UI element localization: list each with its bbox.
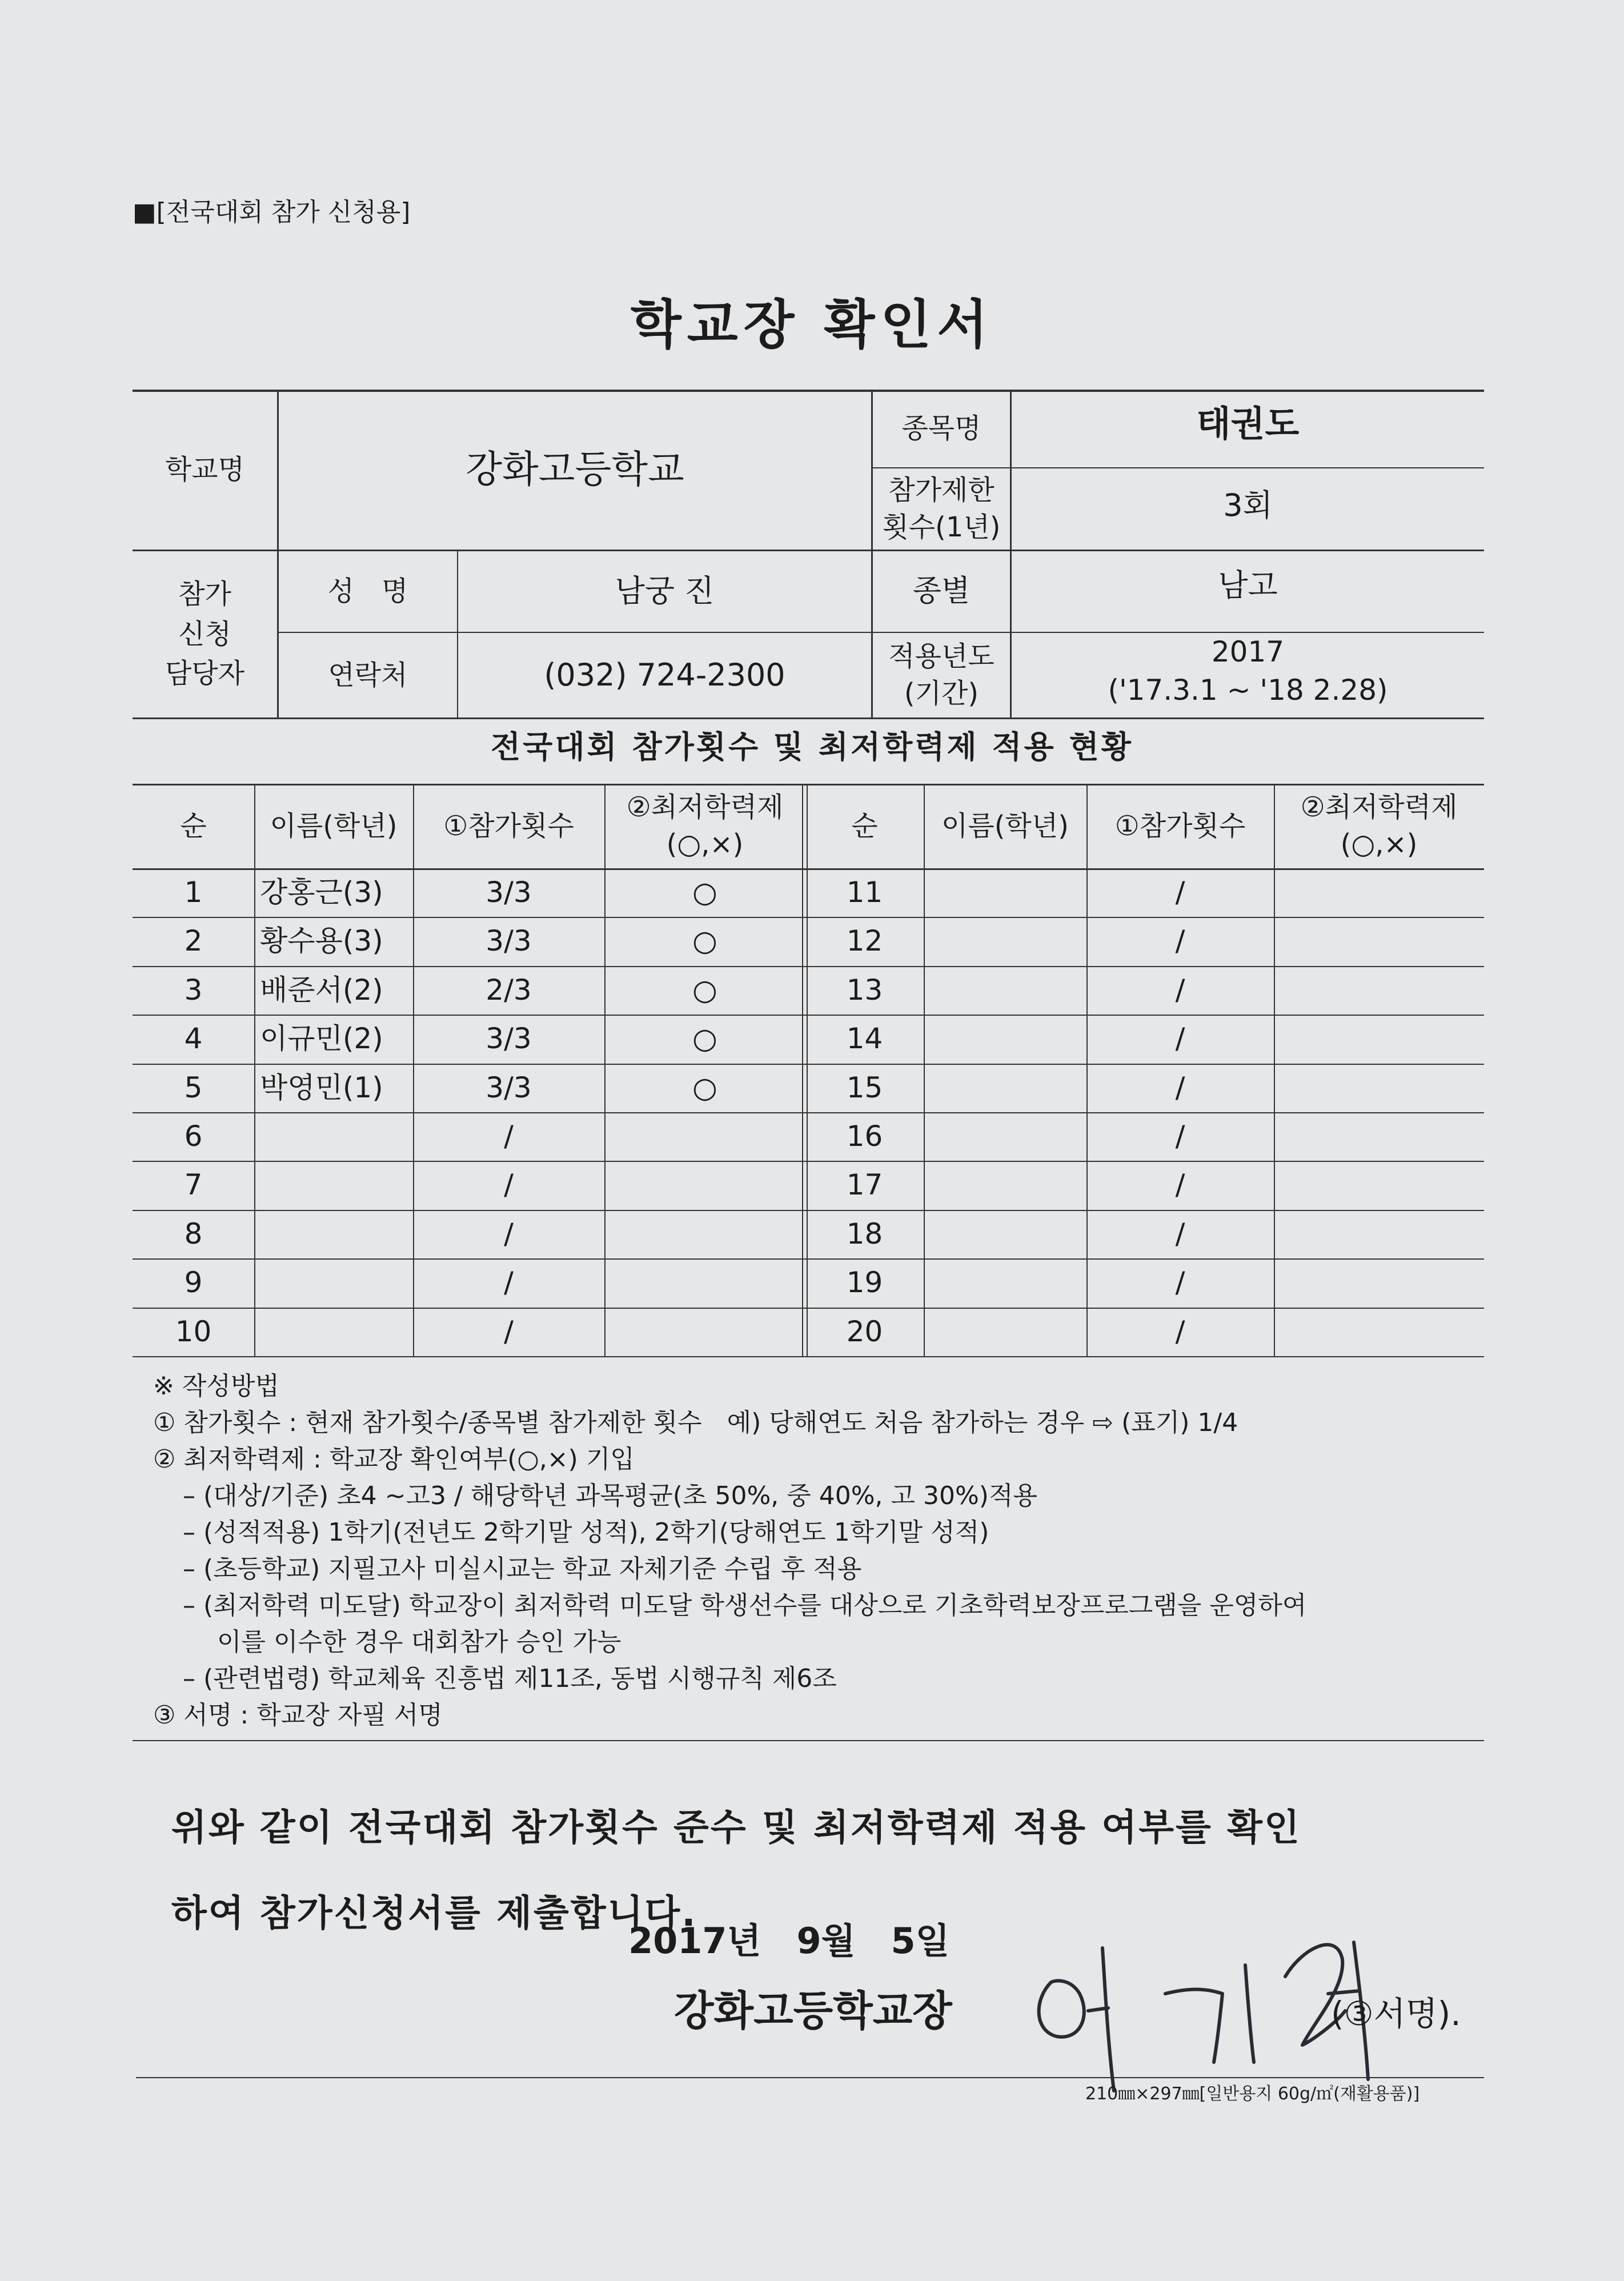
- row-min-academic: [1274, 1258, 1484, 1307]
- contact-name-label: 성 명: [327, 575, 408, 608]
- contact-label-line1: 참가: [178, 578, 231, 611]
- row-min-academic: ○: [692, 973, 717, 1007]
- row-number: 13: [846, 973, 883, 1007]
- issue-date: 2017년 9월 5일: [628, 1920, 950, 1962]
- table-row-border: [133, 1356, 1484, 1357]
- row-name: [924, 1258, 1086, 1307]
- row-count: /: [1175, 973, 1185, 1007]
- row-number: 18: [846, 1217, 883, 1250]
- row-name: [924, 1015, 1086, 1063]
- row-number: 14: [846, 1021, 883, 1055]
- row-number: 17: [846, 1168, 883, 1201]
- school-name: 강화고등학교: [466, 447, 684, 492]
- row-name: [924, 868, 1086, 917]
- right-header-min: [1274, 784, 1484, 868]
- row-min-academic: [604, 1308, 805, 1356]
- row-count: /: [1175, 1314, 1185, 1348]
- notes-heading: ※ 작성방법: [153, 1372, 279, 1401]
- row-count: /: [1175, 1168, 1185, 1201]
- row-count: /: [1175, 1071, 1185, 1104]
- row-name: [254, 1161, 413, 1209]
- contact-phone: (032) 724-2300: [544, 656, 785, 693]
- year-label: [873, 633, 1010, 717]
- notes: [153, 1368, 1306, 1734]
- event-label: 종목명: [901, 412, 981, 444]
- note-2d-cont: 이를 이수한 경우 대회참가 승인 가능: [217, 1627, 621, 1657]
- row-number: 12: [846, 924, 883, 957]
- row-number: 4: [184, 1021, 203, 1055]
- right-header-count: ①참가횟수: [1114, 809, 1246, 842]
- row-name: [924, 1112, 1086, 1161]
- row-number: 5: [184, 1071, 203, 1104]
- row-name: [924, 1308, 1086, 1356]
- document-title: 학교장 확인서: [630, 294, 994, 355]
- row-min-academic: [1274, 966, 1484, 1015]
- note-1: ① 참가횟수 : 현재 참가횟수/종목별 참가제한 횟수 예) 당해연도 처음 참가하는 경우 ⇨ (표기) 1/4: [153, 1408, 1238, 1437]
- row-min-academic: [1274, 1161, 1484, 1209]
- note-2: ② 최저학력제 : 학교장 확인여부(○,×) 기입: [153, 1445, 635, 1474]
- type-label: 종별: [912, 574, 971, 609]
- section-title: 전국대회 참가횟수 및 최저학력제 적용 현황: [491, 729, 1133, 765]
- row-min-academic: [604, 1210, 805, 1258]
- row-name: [924, 1210, 1086, 1258]
- row-count: /: [1175, 875, 1185, 909]
- year-label-line2: (기간): [904, 678, 979, 709]
- row-name: [924, 917, 1086, 965]
- note-2e: – (관련법령) 학교체육 진흥법 제11조, 동법 시행규칙 제6조: [183, 1664, 837, 1693]
- row-number: 16: [846, 1119, 883, 1153]
- paper-spec: 210㎜×297㎜[일반용지 60g/㎡(재활용품)]: [1085, 2084, 1420, 2104]
- right-header-min-line1: ②최저학력제: [1300, 791, 1458, 824]
- right-header-no: 순: [851, 809, 878, 842]
- year-label-line1: 적용년도: [888, 640, 995, 673]
- notes-divider: [133, 1740, 1484, 1741]
- note-2b: – (성적적용) 1학기(전년도 2학기말 성적), 2학기(당해연도 1학기말 성적): [183, 1518, 989, 1547]
- row-count: 3/3: [486, 875, 532, 909]
- event-value: 태권도: [1196, 403, 1300, 445]
- row-number: 2: [184, 924, 203, 957]
- limit-label: [873, 468, 1010, 550]
- row-min-academic: ○: [692, 924, 717, 957]
- row-number: 1: [184, 875, 203, 909]
- principal-title: 강화고등학교장: [674, 1987, 952, 2035]
- row-number: 10: [175, 1314, 212, 1348]
- contact-label: [133, 551, 277, 717]
- row-count: /: [1175, 1265, 1185, 1299]
- row-min-academic: [1274, 917, 1484, 965]
- signature-seal: (③서명).: [1331, 1994, 1461, 2033]
- row-name: 황수용(3): [260, 924, 383, 957]
- row-count: /: [504, 1217, 514, 1250]
- limit-label-line1: 참가제한: [888, 474, 995, 507]
- left-header-count: ①참가횟수: [443, 809, 574, 842]
- row-min-academic: ○: [692, 875, 717, 909]
- contact-phone-label: 연락처: [328, 659, 408, 691]
- left-header-min: [604, 784, 805, 868]
- left-header-min-line2: (○,×): [666, 828, 744, 860]
- row-name: [924, 966, 1086, 1015]
- row-count: /: [1175, 1217, 1185, 1250]
- row-number: 19: [846, 1265, 883, 1299]
- row-name: 강홍근(3): [260, 875, 383, 909]
- row-name: 박영민(1): [260, 1071, 383, 1104]
- row-min-academic: [1274, 1210, 1484, 1258]
- row-count: /: [504, 1314, 514, 1348]
- row-number: 6: [184, 1119, 203, 1153]
- note-2a: – (대상/기준) 초4 ~고3 / 해당학년 과목평균(초 50%, 중 40%, 고 30%)적용: [183, 1481, 1037, 1510]
- right-header-min-line2: (○,×): [1340, 828, 1418, 860]
- row-count: /: [504, 1119, 514, 1153]
- row-count: 2/3: [486, 973, 532, 1007]
- note-2d: – (최저학력 미도달) 학교장이 최저학력 미도달 학생선수를 대상으로 기초학력보장프로그램을 운영하여: [183, 1591, 1307, 1620]
- school-name-label: 학교명: [165, 453, 245, 486]
- row-count: /: [504, 1265, 514, 1299]
- row-number: 15: [846, 1071, 883, 1104]
- row-min-academic: [1274, 1064, 1484, 1112]
- row-number: 20: [846, 1314, 883, 1348]
- row-number: 7: [184, 1168, 203, 1201]
- row-min-academic: ○: [692, 1021, 717, 1055]
- row-count: 3/3: [486, 1071, 532, 1104]
- row-name: 이규민(2): [260, 1021, 383, 1055]
- statement-line1: 위와 같이 전국대회 참가횟수 준수 및 최저학력제 적용 여부를 확인: [171, 1807, 1301, 1849]
- contact-label-line2: 신청: [178, 618, 231, 650]
- row-min-academic: [604, 1258, 805, 1307]
- limit-label-line2: 횟수(1년): [882, 511, 1001, 543]
- row-count: /: [504, 1168, 514, 1201]
- year: 2017: [1211, 635, 1285, 668]
- row-count: 3/3: [486, 1021, 532, 1055]
- row-number: 9: [184, 1265, 203, 1299]
- contact-label-line3: 담당자: [165, 658, 245, 690]
- left-header-no: 순: [180, 809, 207, 842]
- row-min-academic: [1274, 1015, 1484, 1063]
- row-number: 8: [184, 1217, 203, 1250]
- row-min-academic: [1274, 868, 1484, 917]
- form-tag: ■[전국대회 참가 신청용]: [133, 198, 411, 227]
- row-count: /: [1175, 924, 1185, 957]
- row-min-academic: [604, 1161, 805, 1209]
- row-min-academic: [604, 1112, 805, 1161]
- row-name: [254, 1112, 413, 1161]
- row-name: [924, 1064, 1086, 1112]
- type-value: 남고: [1218, 567, 1278, 603]
- row-number: 11: [846, 875, 883, 909]
- note-3: ③ 서명 : 학교장 자필 서명: [153, 1701, 443, 1730]
- row-name: [924, 1161, 1086, 1209]
- period: ('17.3.1 ~ '18 2.28): [1108, 674, 1388, 707]
- limit-value: 3회: [1223, 487, 1273, 523]
- row-min-academic: [1274, 1308, 1484, 1356]
- row-count: /: [1175, 1119, 1185, 1153]
- row-count: 3/3: [486, 924, 532, 957]
- footer-divider: [136, 2077, 1484, 2078]
- row-min-academic: ○: [692, 1071, 717, 1104]
- row-min-academic: [1274, 1112, 1484, 1161]
- contact-name: 남궁 진: [615, 573, 715, 610]
- left-header-name: 이름(학년): [270, 809, 398, 842]
- left-header-min-line1: ②최저학력제: [626, 791, 784, 824]
- row-name: [254, 1258, 413, 1307]
- row-name: 배준서(2): [260, 973, 383, 1007]
- year-value: [1012, 628, 1484, 714]
- row-count: /: [1175, 1021, 1185, 1055]
- statement-line2: 하여 참가신청서를 제출합니다.: [171, 1893, 697, 1935]
- row-name: [254, 1210, 413, 1258]
- row-number: 3: [184, 973, 203, 1007]
- note-2c: – (초등학교) 지필고사 미실시교는 학교 자체기준 수립 후 적용: [183, 1554, 862, 1584]
- right-header-name: 이름(학년): [941, 809, 1069, 842]
- row-name: [254, 1308, 413, 1356]
